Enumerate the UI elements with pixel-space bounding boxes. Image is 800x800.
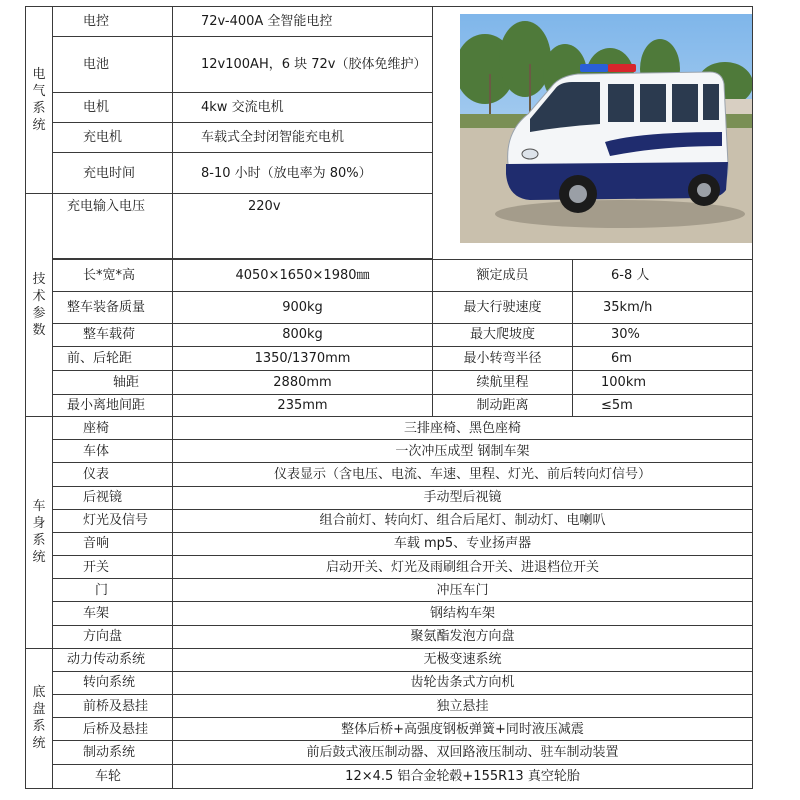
table-row — [26, 394, 753, 416]
spec-value: 8-10 小时（放电率为 80%） — [173, 153, 433, 194]
spec-label: 电控 — [53, 7, 173, 37]
spec-value: 独立悬挂 — [173, 695, 753, 718]
table-row — [26, 292, 753, 324]
table-row — [26, 741, 753, 764]
spec-value-2: 6m — [573, 346, 753, 370]
spec-value: 4050×1650×1980㎜ — [173, 259, 433, 291]
spec-value-2: 35km/h — [573, 292, 753, 324]
spec-label: 后桥及悬挂 — [53, 718, 173, 741]
spec-label: 充电输入电压 — [53, 194, 173, 258]
table-row — [26, 486, 753, 509]
vehicle-photo-cell — [433, 7, 753, 260]
spec-value: 12v100AH，6 块 72v（胶体免维护） — [173, 37, 433, 92]
vehicle-photo — [460, 14, 753, 243]
spec-label: 仪表 — [53, 463, 173, 486]
spec-label: 方向盘 — [53, 625, 173, 648]
spec-label-2: 制动距离 — [433, 394, 573, 416]
spec-value-2: 30% — [573, 324, 753, 346]
spec-label: 制动系统 — [53, 741, 173, 764]
table-row — [26, 764, 753, 788]
table-row — [26, 463, 753, 486]
spec-value: 900kg — [173, 292, 433, 324]
table-row — [26, 346, 753, 370]
spec-label: 充电时间 — [53, 153, 173, 194]
spec-label: 车轮 — [53, 764, 173, 788]
spec-label-2: 续航里程 — [433, 370, 573, 394]
spec-value: 整体后桥+高强度钢板弹簧+同时液压减震 — [173, 718, 753, 741]
spec-label: 转向系统 — [53, 671, 173, 694]
spec-value: 启动开关、灯光及雨刷组合开关、进退档位开关 — [173, 556, 753, 579]
spec-value: 4kw 交流电机 — [173, 92, 433, 122]
spec-value: 仪表显示（含电压、电流、车速、里程、灯光、前后转向灯信号） — [173, 463, 753, 486]
table-row — [26, 324, 753, 346]
spec-value: 手动型后视镜 — [173, 486, 753, 509]
spec-label: 灯光及信号 — [53, 509, 173, 532]
table-row — [26, 259, 753, 291]
table-row — [26, 602, 753, 625]
spec-value: 220v — [173, 194, 433, 258]
table-row — [26, 695, 753, 718]
spec-label: 整车装备质量 — [53, 292, 173, 324]
spec-label: 整车载荷 — [53, 324, 173, 346]
table-row — [26, 370, 753, 394]
spec-value: 72v-400A 全智能电控 — [173, 7, 433, 37]
spec-label: 轴距 — [53, 370, 173, 394]
spec-label: 车架 — [53, 602, 173, 625]
table-row — [26, 440, 753, 463]
category-chassis: 底 盘 系 统 — [26, 648, 53, 788]
spec-value-2: 100km — [573, 370, 753, 394]
table-row — [26, 671, 753, 694]
spec-value: 组合前灯、转向灯、组合后尾灯、制动灯、电喇叭 — [173, 509, 753, 532]
spec-label: 座椅 — [53, 417, 173, 440]
spec-label: 开关 — [53, 556, 173, 579]
spec-label: 长*宽*高 — [53, 259, 173, 291]
spec-sheet — [25, 6, 752, 789]
spec-value: 无极变速系统 — [173, 648, 753, 671]
category-technical: 技 术 参 数 — [26, 194, 53, 417]
spec-value-2: 6-8 人 — [573, 259, 753, 291]
spec-table — [25, 6, 753, 789]
spec-label: 电池 — [53, 37, 173, 92]
spec-label: 充电机 — [53, 122, 173, 152]
spec-label: 动力传动系统 — [53, 648, 173, 671]
table-row — [26, 417, 753, 440]
spec-label: 前、后轮距 — [53, 346, 173, 370]
spec-value: 800kg — [173, 324, 433, 346]
spec-label: 电机 — [53, 92, 173, 122]
spec-value-2: ≤5m — [573, 394, 753, 416]
spec-label-2: 最大行驶速度 — [433, 292, 573, 324]
spec-label: 后视镜 — [53, 486, 173, 509]
table-row — [26, 7, 753, 37]
table-row — [26, 625, 753, 648]
spec-value: 冲压车门 — [173, 579, 753, 602]
spec-value: 一次冲压成型 钢制车架 — [173, 440, 753, 463]
category-body: 车 身 系 统 — [26, 417, 53, 649]
table-row — [26, 718, 753, 741]
spec-value: 车载 mp5、专业扬声器 — [173, 532, 753, 555]
spec-value: 三排座椅、黑色座椅 — [173, 417, 753, 440]
spec-label: 音响 — [53, 532, 173, 555]
spec-label: 前桥及悬挂 — [53, 695, 173, 718]
spec-value: 前后鼓式液压制动器、双回路液压制动、驻车制动装置 — [173, 741, 753, 764]
spec-label-2: 最小转弯半径 — [433, 346, 573, 370]
spec-label-2: 最大爬坡度 — [433, 324, 573, 346]
spec-label: 门 — [53, 579, 173, 602]
spec-value: 235mm — [173, 394, 433, 416]
spec-label-2: 额定成员 — [433, 259, 573, 291]
spec-value: 2880mm — [173, 370, 433, 394]
spec-label: 最小离地间距 — [53, 394, 173, 416]
table-row — [26, 532, 753, 555]
spec-value: 12×4.5 铝合金轮毂+155R13 真空轮胎 — [173, 764, 753, 788]
table-row — [26, 579, 753, 602]
spec-value: 钢结构车架 — [173, 602, 753, 625]
category-electrical: 电 气 系 统 — [26, 7, 53, 194]
spec-value: 齿轮齿条式方向机 — [173, 671, 753, 694]
spec-label: 车体 — [53, 440, 173, 463]
spec-value: 车载式全封闭智能充电机 — [173, 122, 433, 152]
table-row — [26, 556, 753, 579]
table-row — [26, 509, 753, 532]
spec-value: 1350/1370mm — [173, 346, 433, 370]
table-row — [26, 648, 753, 671]
spec-value: 聚氨酯发泡方向盘 — [173, 625, 753, 648]
